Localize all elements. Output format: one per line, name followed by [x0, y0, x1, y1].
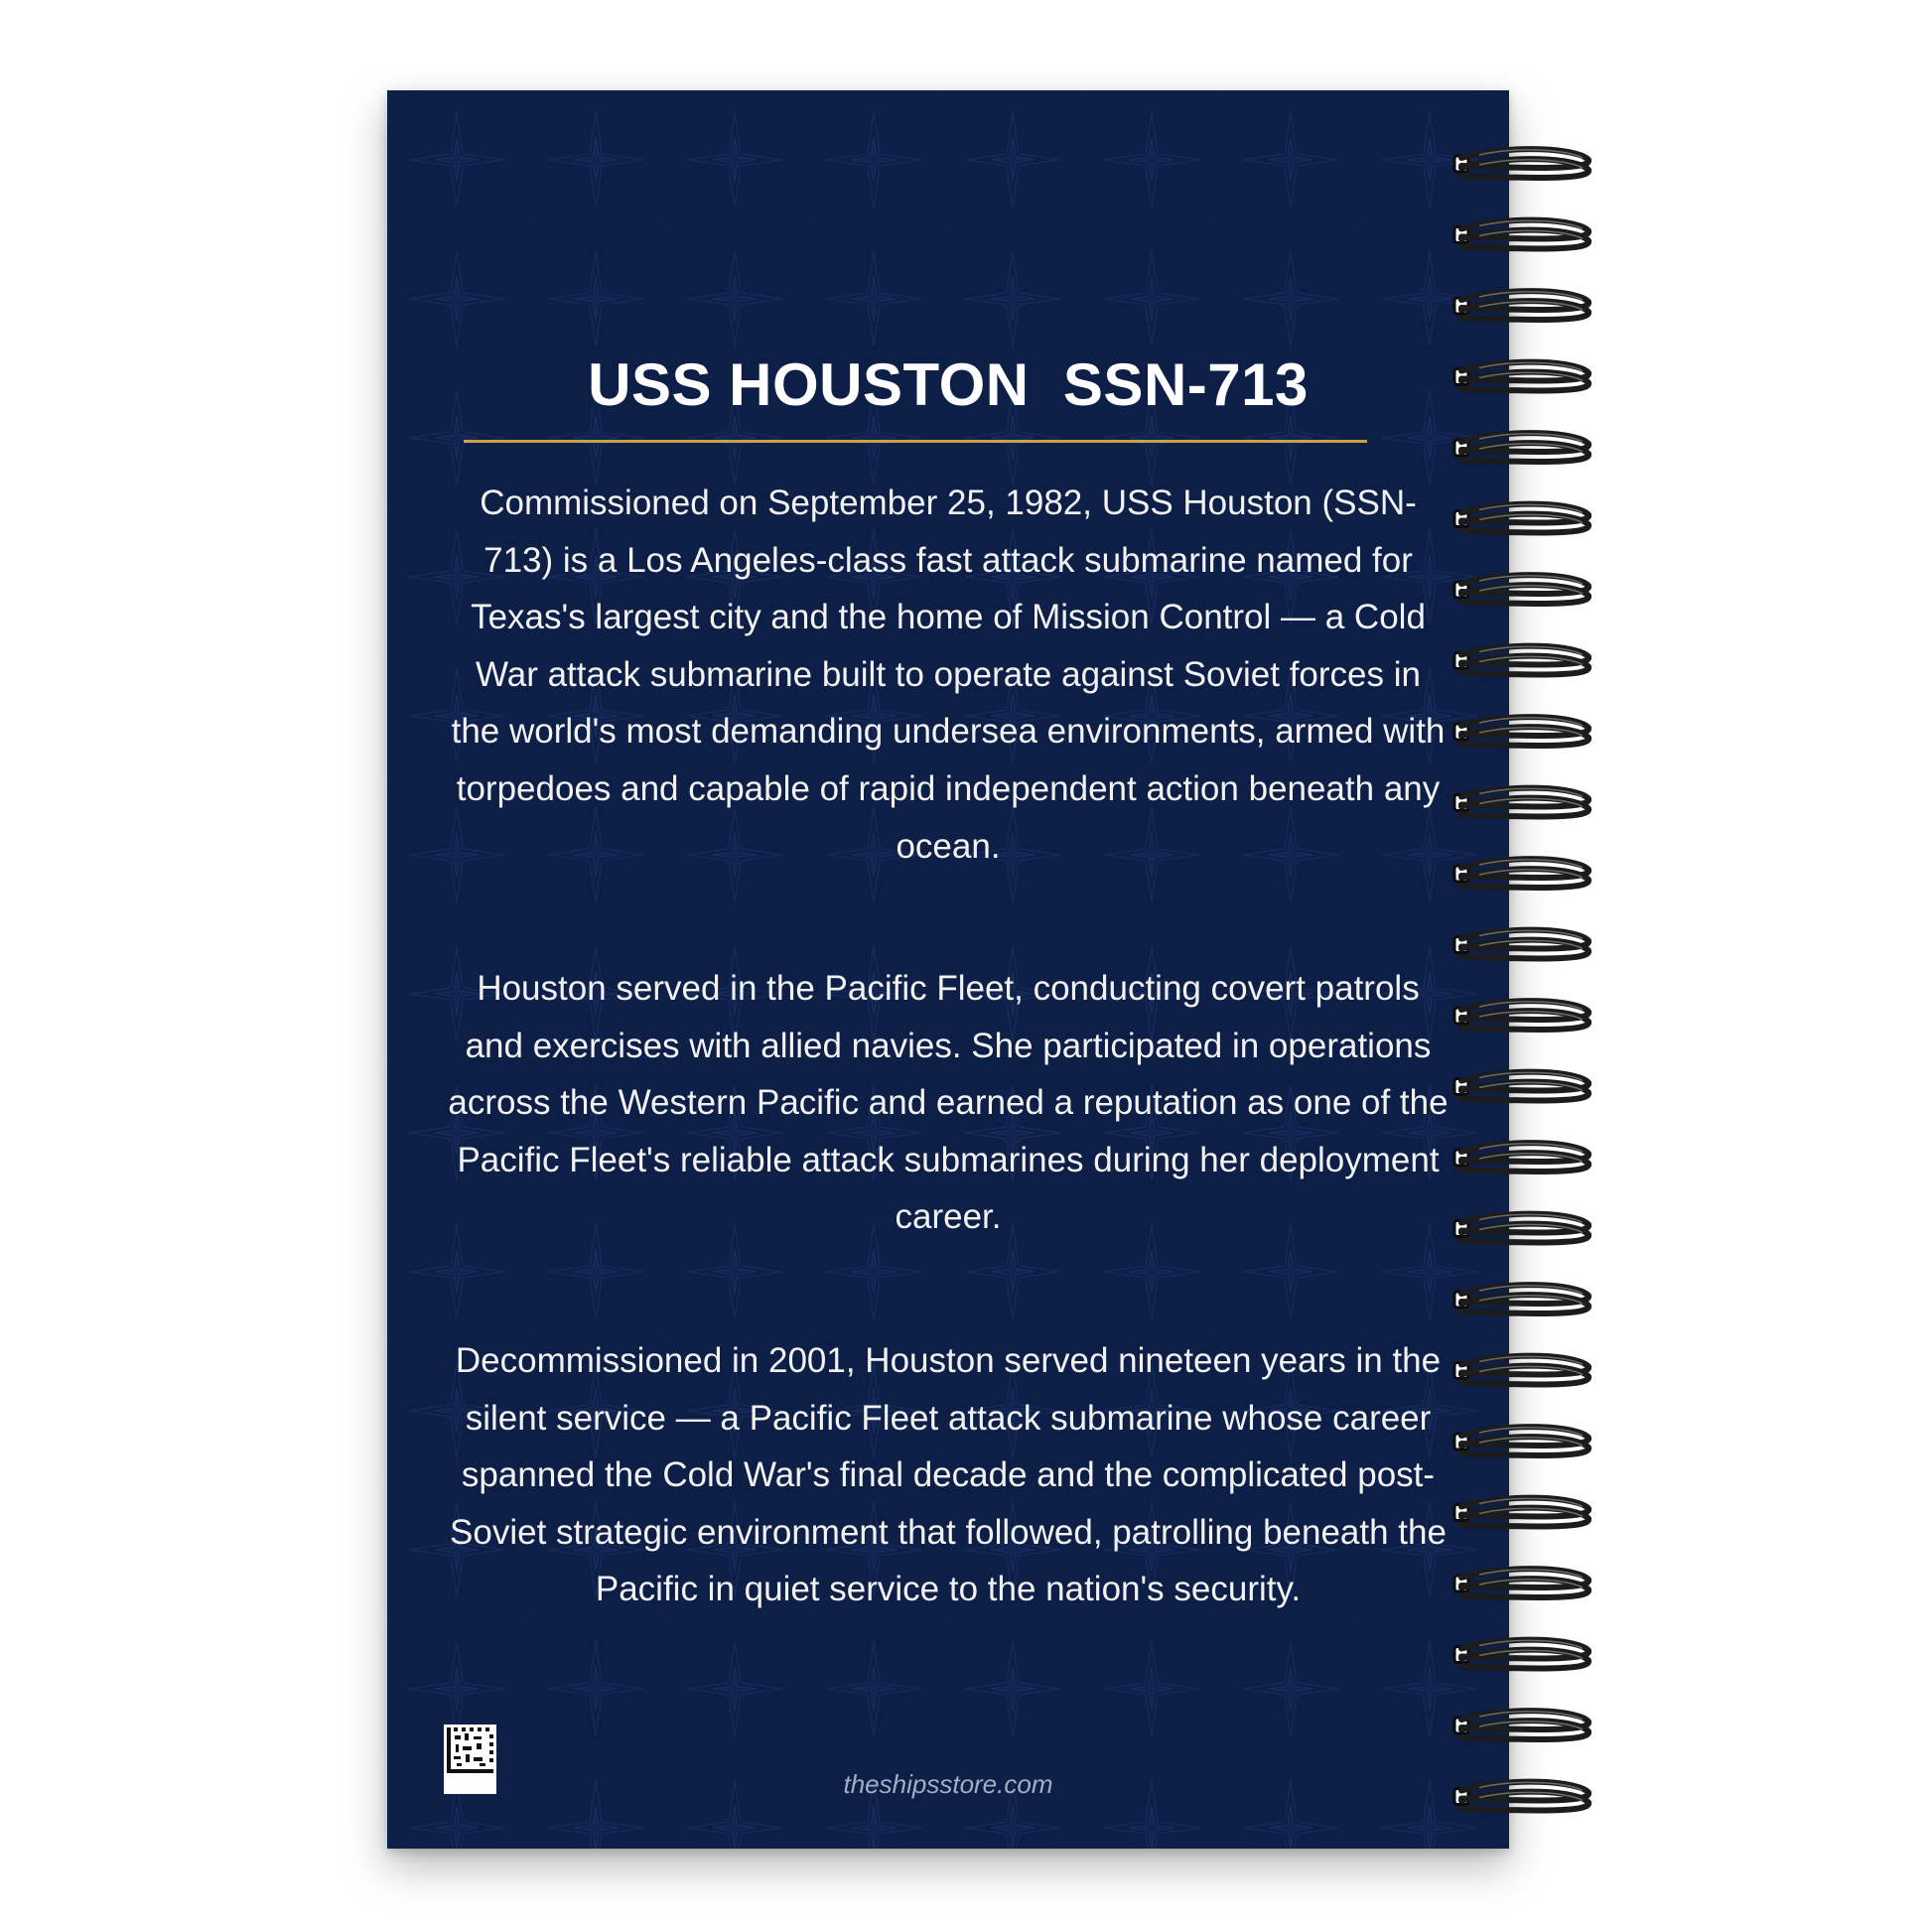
- spiral-coil: [1454, 1285, 1588, 1313]
- datamatrix-code-icon: [444, 1725, 496, 1794]
- page-title: USS HOUSTON SSN-713: [588, 351, 1309, 418]
- spiral-coil: [1454, 220, 1588, 249]
- spiral-coil: [1454, 1569, 1588, 1597]
- spiral-coil: [1454, 788, 1588, 817]
- spiral-coil: [1454, 646, 1588, 675]
- spiral-coil: [1454, 1001, 1588, 1030]
- title-divider: [464, 440, 1367, 443]
- spiral-coil: [1454, 930, 1588, 959]
- history-paragraph-3: Decommissioned in 2001, Houston served nineteen years in the silent service — a Pacific Fleet attack submarine whose career spanned the Cold War's final decade and the complicated post-Soviet strategic environment that followed, patrolling beneath the Pacific in quiet service to the nation's security.: [450, 1341, 1447, 1609]
- spiral-coil: [1454, 149, 1588, 178]
- spiral-coil: [1454, 1356, 1588, 1385]
- spiral-coil: [1454, 575, 1588, 604]
- spiral-coil: [1454, 291, 1588, 320]
- website-text: theshipsstore.com: [843, 1769, 1053, 1799]
- spiral-coil: [1454, 1427, 1588, 1455]
- spiral-coil: [1454, 1214, 1588, 1243]
- spiral-coil: [1454, 1498, 1588, 1527]
- spiral-coil: [1454, 362, 1588, 391]
- spiral-coil: [1454, 1711, 1588, 1739]
- spiral-coil: [1454, 717, 1588, 746]
- spiral-coil: [1454, 1143, 1588, 1172]
- spiral-coil: [1454, 1640, 1588, 1669]
- notebook-back-cover: [387, 90, 1509, 1849]
- spiral-coil: [1454, 859, 1588, 888]
- history-paragraph-1: Commissioned on September 25, 1982, USS Houston (SSN-713) is a Los Angeles-class fast attack submarine named for Texas's largest city and the home of Mission Control — a Cold War attack submarine built to operate against Soviet forces in the world's most demanding undersea environments, armed with torpedoes and capable of rapid independent action beneath any ocean.: [451, 483, 1446, 866]
- spiral-coil: [1454, 504, 1588, 533]
- history-paragraph-2: Houston served in the Pacific Fleet, conducting covert patrols and exercises with allied navies. She participated in operations across the Western Pacific and earned a reputation as one of the Pacific Fleet's reliable attack submarines during her deployment career.: [448, 969, 1449, 1237]
- spiral-coil: [1454, 1072, 1588, 1101]
- spiral-coil: [1454, 1782, 1588, 1811]
- spiral-binding-icon: [1440, 129, 1598, 1817]
- spiral-coil: [1454, 433, 1588, 462]
